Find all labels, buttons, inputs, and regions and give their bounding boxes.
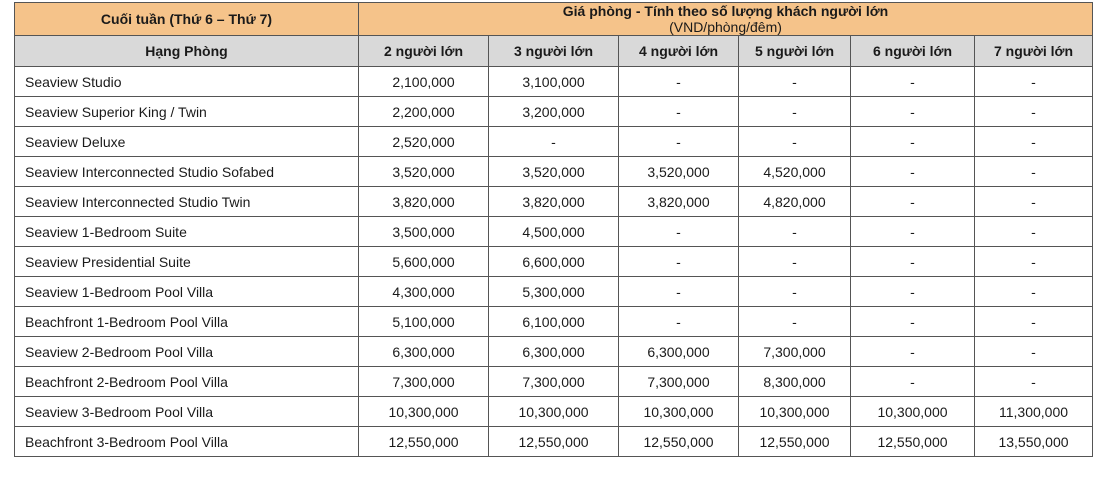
price-cell: - — [851, 367, 975, 397]
price-cell: - — [739, 217, 851, 247]
price-cell: 3,820,000 — [619, 187, 739, 217]
price-cell: - — [619, 307, 739, 337]
price-cell: 5,100,000 — [359, 307, 489, 337]
table-row — [15, 307, 1093, 337]
price-cell: - — [975, 337, 1093, 367]
table-row — [15, 97, 1093, 127]
price-cell: 10,300,000 — [619, 397, 739, 427]
room-name-cell: Seaview Interconnected Studio Twin — [15, 187, 359, 217]
table-row — [15, 367, 1093, 397]
table-row — [15, 157, 1093, 187]
price-cell: 3,520,000 — [619, 157, 739, 187]
price-cell: - — [489, 127, 619, 157]
table-row — [15, 67, 1093, 97]
price-cell: - — [851, 67, 975, 97]
room-name-cell: Seaview Deluxe — [15, 127, 359, 157]
price-cell: 12,550,000 — [359, 427, 489, 457]
table-row — [15, 277, 1093, 307]
price-cell: 10,300,000 — [851, 397, 975, 427]
price-cell: - — [975, 307, 1093, 337]
table-row — [15, 337, 1093, 367]
price-cell: 12,550,000 — [489, 427, 619, 457]
room-name-cell: Seaview Presidential Suite — [15, 247, 359, 277]
table-row — [15, 217, 1093, 247]
price-cell: - — [619, 247, 739, 277]
price-cell: - — [851, 247, 975, 277]
price-cell: - — [975, 187, 1093, 217]
price-cell: 4,820,000 — [739, 187, 851, 217]
price-cell: 4,520,000 — [739, 157, 851, 187]
price-cell: 11,300,000 — [975, 397, 1093, 427]
price-cell: - — [975, 217, 1093, 247]
price-cell: - — [619, 97, 739, 127]
price-cell: - — [739, 307, 851, 337]
price-cell: 5,600,000 — [359, 247, 489, 277]
price-cell: 3,200,000 — [489, 97, 619, 127]
table-row — [15, 427, 1093, 457]
price-cell: 12,550,000 — [619, 427, 739, 457]
price-cell: - — [975, 67, 1093, 97]
column-header-5-adults: 5 người lớn — [739, 36, 851, 67]
price-cell: 6,600,000 — [489, 247, 619, 277]
price-cell: 13,550,000 — [975, 427, 1093, 457]
price-cell: 12,550,000 — [851, 427, 975, 457]
price-cell: 4,500,000 — [489, 217, 619, 247]
period-label: Cuối tuần (Thứ 6 – Thứ 7) — [15, 3, 359, 36]
price-cell: 2,200,000 — [359, 97, 489, 127]
price-cell: 5,300,000 — [489, 277, 619, 307]
price-cell: - — [739, 67, 851, 97]
table-body — [15, 67, 1093, 457]
column-header-room: Hạng Phòng — [15, 36, 359, 67]
price-cell: - — [619, 277, 739, 307]
price-cell: - — [851, 187, 975, 217]
price-cell: - — [619, 67, 739, 97]
table-row — [15, 187, 1093, 217]
price-title-cell — [359, 3, 1093, 36]
pricing-table — [14, 2, 1093, 457]
price-cell: - — [739, 127, 851, 157]
price-cell: 6,300,000 — [619, 337, 739, 367]
column-header-7-adults: 7 người lớn — [975, 36, 1093, 67]
room-name-cell: Beachfront 1-Bedroom Pool Villa — [15, 307, 359, 337]
room-name-cell: Beachfront 3-Bedroom Pool Villa — [15, 427, 359, 457]
column-header-2-adults: 2 người lớn — [359, 36, 489, 67]
price-cell: - — [975, 97, 1093, 127]
price-cell: - — [739, 97, 851, 127]
price-cell: 7,300,000 — [359, 367, 489, 397]
price-cell: - — [975, 367, 1093, 397]
price-cell: 12,550,000 — [739, 427, 851, 457]
price-cell: 6,100,000 — [489, 307, 619, 337]
room-name-cell: Seaview Interconnected Studio Sofabed — [15, 157, 359, 187]
column-header-4-adults: 4 người lớn — [619, 36, 739, 67]
price-cell: - — [975, 277, 1093, 307]
price-unit: (VND/phòng/đêm) — [669, 19, 782, 35]
price-cell: - — [739, 277, 851, 307]
price-cell: 10,300,000 — [489, 397, 619, 427]
price-cell: 6,300,000 — [489, 337, 619, 367]
price-cell: 4,300,000 — [359, 277, 489, 307]
price-cell: - — [619, 217, 739, 247]
price-cell: - — [851, 217, 975, 247]
price-cell: 3,520,000 — [489, 157, 619, 187]
period-header-row — [15, 3, 1093, 36]
price-cell: 7,300,000 — [739, 337, 851, 367]
price-cell: - — [739, 247, 851, 277]
table-row — [15, 397, 1093, 427]
price-cell: 3,820,000 — [489, 187, 619, 217]
room-name-cell: Seaview Studio — [15, 67, 359, 97]
room-name-cell: Seaview 2-Bedroom Pool Villa — [15, 337, 359, 367]
price-cell: 7,300,000 — [619, 367, 739, 397]
table-row — [15, 247, 1093, 277]
price-cell: - — [619, 127, 739, 157]
price-cell: 8,300,000 — [739, 367, 851, 397]
room-name-cell: Seaview 3-Bedroom Pool Villa — [15, 397, 359, 427]
price-cell: - — [851, 307, 975, 337]
price-cell: 2,100,000 — [359, 67, 489, 97]
price-title: Giá phòng - Tính theo số lượng khách người lớn — [562, 3, 889, 19]
table-row — [15, 127, 1093, 157]
room-name-cell: Seaview Superior King / Twin — [15, 97, 359, 127]
column-header-row — [15, 36, 1093, 67]
price-cell: - — [975, 127, 1093, 157]
column-header-3-adults: 3 người lớn — [489, 36, 619, 67]
column-header-6-adults: 6 người lớn — [851, 36, 975, 67]
price-cell: 3,520,000 — [359, 157, 489, 187]
price-cell: 6,300,000 — [359, 337, 489, 367]
price-cell: 7,300,000 — [489, 367, 619, 397]
price-cell: 10,300,000 — [739, 397, 851, 427]
price-cell: 3,500,000 — [359, 217, 489, 247]
price-cell: - — [851, 97, 975, 127]
price-cell: 3,100,000 — [489, 67, 619, 97]
room-name-cell: Seaview 1-Bedroom Suite — [15, 217, 359, 247]
price-cell: - — [851, 157, 975, 187]
price-cell: - — [975, 157, 1093, 187]
price-cell: 2,520,000 — [359, 127, 489, 157]
room-name-cell: Seaview 1-Bedroom Pool Villa — [15, 277, 359, 307]
price-cell: - — [851, 277, 975, 307]
room-name-cell: Beachfront 2-Bedroom Pool Villa — [15, 367, 359, 397]
price-cell: - — [851, 337, 975, 367]
price-cell: - — [851, 127, 975, 157]
price-cell: - — [975, 247, 1093, 277]
price-cell: 10,300,000 — [359, 397, 489, 427]
price-cell: 3,820,000 — [359, 187, 489, 217]
